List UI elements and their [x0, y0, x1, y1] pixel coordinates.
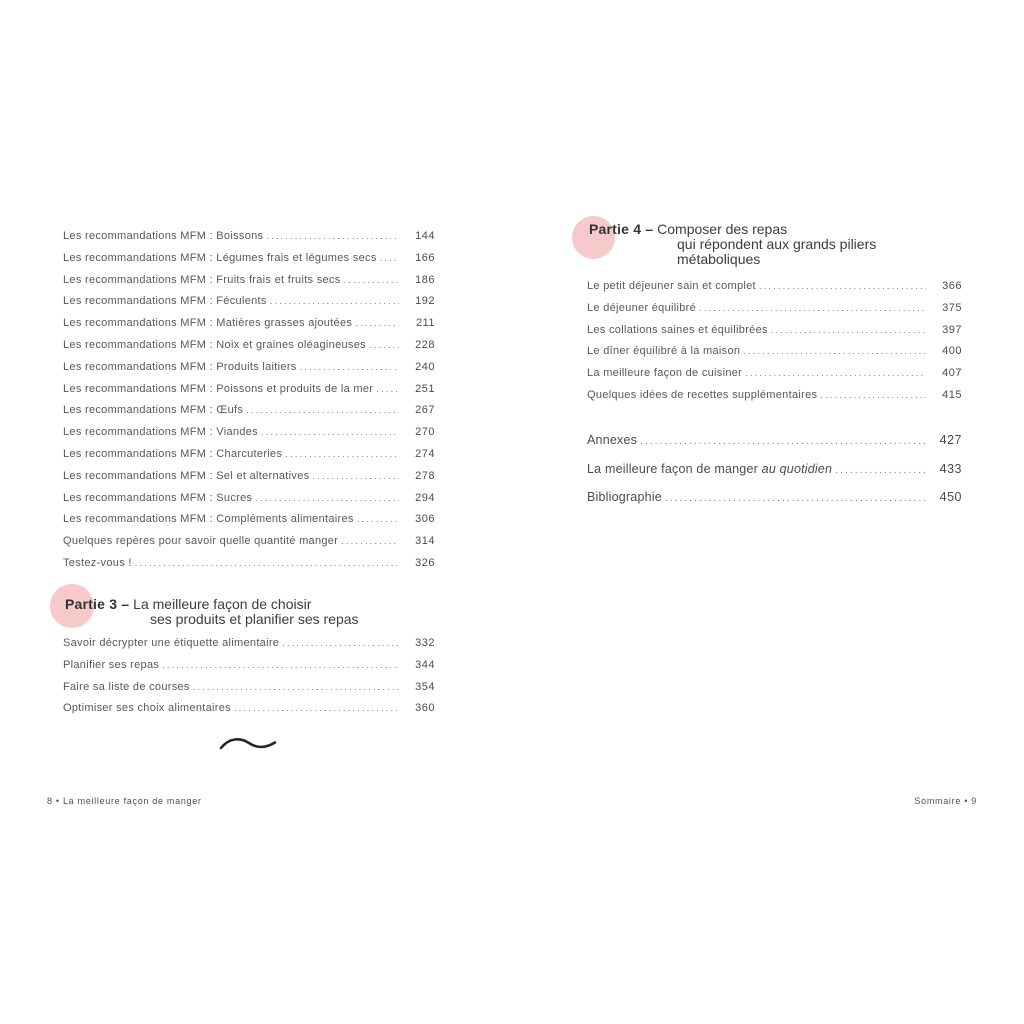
toc-entry [63, 531, 435, 553]
toc-entry-page-number: 366 [942, 280, 962, 292]
toc-entry-page-number: 251 [415, 382, 435, 395]
leader-dots [193, 677, 399, 699]
leader-dots [665, 485, 926, 514]
leader-dots [344, 270, 399, 292]
toc-entry-page-number: 375 [942, 301, 962, 314]
part3-title-line1 [65, 597, 359, 612]
leader-dots [376, 379, 399, 401]
toc-entry [63, 698, 435, 720]
toc-list-main [63, 226, 435, 575]
toc-entry [587, 483, 962, 512]
toc-entry-page-number: 278 [415, 469, 435, 482]
toc-entry-label: La meilleure façon de cuisiner [587, 367, 743, 380]
toc-entry-page-number: 294 [415, 491, 435, 504]
toc-entry-page-number: 450 [939, 490, 962, 505]
toc-entry [63, 509, 435, 531]
toc-entry [63, 422, 435, 444]
toc-entry-label: Quelques repères pour savoir quelle quantité manger [63, 535, 339, 548]
toc-entry-page-number: 166 [415, 251, 435, 264]
toc-entry-page-number: 326 [415, 556, 435, 569]
toc-entry-page-number: 306 [415, 513, 435, 526]
toc-entry-page-number: 228 [415, 338, 435, 351]
toc-entry-label: Les recommandations MFM : Charcuteries [63, 447, 283, 460]
leader-dots [255, 488, 399, 510]
leader-dots [380, 248, 399, 270]
toc-entry [587, 276, 962, 298]
toc-entry-label: Les recommandations MFM : Poissons et produits de la mer [63, 382, 374, 395]
leader-dots [282, 633, 399, 655]
toc-entry [587, 363, 962, 385]
leader-dots [771, 320, 926, 342]
toc-entry-label: La meilleure façon de manger au quotidien [587, 461, 833, 476]
toc-list-part4 [587, 276, 962, 407]
leader-dots [270, 291, 399, 313]
leader-dots [369, 335, 399, 357]
leader-dots [261, 422, 399, 444]
toc-entry-page-number: 433 [939, 461, 962, 476]
tilde-ornament [216, 732, 280, 758]
leader-dots [312, 466, 399, 488]
toc-entry-label: Les collations saines et équilibrées [587, 323, 768, 336]
toc-entry-label: Faire sa liste de courses [63, 680, 190, 693]
toc-entry-label: Les recommandations MFM : Légumes frais et légumes secs [63, 251, 377, 264]
toc-entry-page-number: 144 [415, 230, 435, 242]
leader-dots [266, 226, 399, 248]
toc-entry [587, 426, 962, 455]
toc-entry [587, 385, 962, 407]
toc-entry-label: Testez-vous ! [63, 556, 132, 569]
toc-entry-page-number: 354 [415, 680, 435, 693]
toc-entry-label: Quelques idées de recettes supplémentaires [587, 388, 818, 401]
toc-entry-page-number: 211 [415, 317, 435, 330]
leader-dots [246, 400, 399, 422]
toc-entry-page-number: 400 [942, 345, 962, 358]
leader-dots [162, 655, 399, 677]
toc-entry [63, 226, 435, 248]
leader-dots [135, 553, 399, 575]
leader-dots [743, 341, 926, 363]
toc-list-back-matter [587, 426, 962, 512]
toc-entry-page-number: 415 [942, 388, 962, 401]
toc-entry-label: Les recommandations MFM : Matières grasses ajoutées [63, 317, 353, 330]
toc-entry-page-number: 344 [415, 658, 435, 671]
toc-entry-label: Le petit déjeuner sain et complet [587, 280, 756, 292]
toc-entry-page-number: 397 [942, 323, 962, 336]
toc-entry [63, 248, 435, 270]
part3-heading [65, 597, 359, 627]
part4-title-line1 [589, 222, 876, 237]
toc-entry-page-number: 192 [415, 295, 435, 308]
toc-entry [587, 298, 962, 320]
toc-entry [63, 357, 435, 379]
footer-left: 8 • La meilleure façon de manger [47, 796, 202, 806]
toc-entry-label-italic: au quotidien [761, 461, 833, 476]
toc-entry-label: Les recommandations MFM : Sucres [63, 491, 253, 504]
toc-entry-label: Les recommandations MFM : Fruits frais et fruits secs [63, 273, 341, 286]
toc-entry-label: Les recommandations MFM : Sel et alternatives [63, 469, 310, 482]
leader-dots [300, 357, 399, 379]
toc-entry-page-number: 240 [415, 360, 435, 373]
part3-label: Partie 3 – [65, 596, 130, 612]
leader-dots [820, 385, 926, 407]
leader-dots [234, 698, 399, 720]
toc-entry [587, 320, 962, 342]
leader-dots [341, 531, 399, 553]
leader-dots [357, 509, 399, 531]
toc-entry [63, 553, 435, 575]
toc-entry-label: Les recommandations MFM : Féculents [63, 295, 267, 308]
toc-entry-label: Savoir décrypter une étiquette alimentaire [63, 637, 280, 649]
toc-entry-label: Les recommandations MFM : Œufs [63, 404, 244, 417]
leader-dots [285, 444, 399, 466]
toc-entry [63, 633, 435, 655]
part4-label: Partie 4 – [589, 221, 654, 237]
toc-entry-label: Annexes [587, 433, 638, 447]
toc-entry-page-number: 407 [942, 367, 962, 380]
toc-entry [63, 655, 435, 677]
toc-entry-page-number: 314 [415, 535, 435, 548]
toc-entry [63, 444, 435, 466]
toc-entry [63, 291, 435, 313]
part3-title-text: La meilleure façon de choisir [133, 596, 312, 612]
toc-entry-label: Les recommandations MFM : Boissons [63, 230, 264, 242]
toc-entry [63, 335, 435, 357]
toc-entry-label: Bibliographie [587, 490, 662, 505]
toc-entry-label: Le dîner équilibré à la maison [587, 345, 741, 358]
toc-entry [63, 677, 435, 699]
leader-dots [640, 428, 926, 457]
toc-entry [587, 455, 962, 484]
toc-entry [63, 270, 435, 292]
part4-title-line3: métaboliques [677, 250, 761, 267]
toc-entry-page-number: 186 [415, 273, 435, 286]
toc-entry [63, 379, 435, 401]
toc-entry-page-number: 270 [415, 426, 435, 439]
leader-dots [759, 276, 926, 298]
toc-entry-label: Les recommandations MFM : Viandes [63, 426, 258, 439]
toc-entry-page-number: 274 [415, 447, 435, 460]
toc-entry-page-number: 360 [415, 702, 435, 715]
part4-heading [589, 222, 876, 266]
leader-dots [835, 457, 926, 486]
toc-entry-page-number: 427 [939, 433, 962, 447]
leader-dots [745, 363, 926, 385]
toc-entry-page-number: 267 [415, 404, 435, 417]
toc-entry-label: Le déjeuner équilibré [587, 301, 697, 314]
toc-entry-label: Les recommandations MFM : Produits laitiers [63, 360, 297, 373]
toc-entry [63, 313, 435, 335]
toc-entry [63, 466, 435, 488]
toc-entry-label: Planifier ses repas [63, 658, 160, 671]
toc-entry-label: Optimiser ses choix alimentaires [63, 702, 231, 715]
toc-entry-label: Les recommandations MFM : Noix et graines oléagineuses [63, 338, 366, 351]
part3-title-line2: ses produits et planifier ses repas [150, 610, 359, 627]
footer-right: Sommaire • 9 [914, 796, 977, 806]
toc-entry [63, 488, 435, 510]
part4-title-line2: qui répondent aux grands piliers [677, 235, 877, 252]
toc-entry [587, 341, 962, 363]
toc-entry [63, 400, 435, 422]
toc-entry-page-number: 332 [415, 637, 435, 649]
toc-list-part3 [63, 633, 435, 720]
part4-title-text: Composer des repas [657, 221, 788, 237]
toc-entry-label: Les recommandations MFM : Compléments alimentaires [63, 513, 354, 526]
leader-dots [355, 313, 399, 335]
leader-dots [699, 298, 926, 320]
